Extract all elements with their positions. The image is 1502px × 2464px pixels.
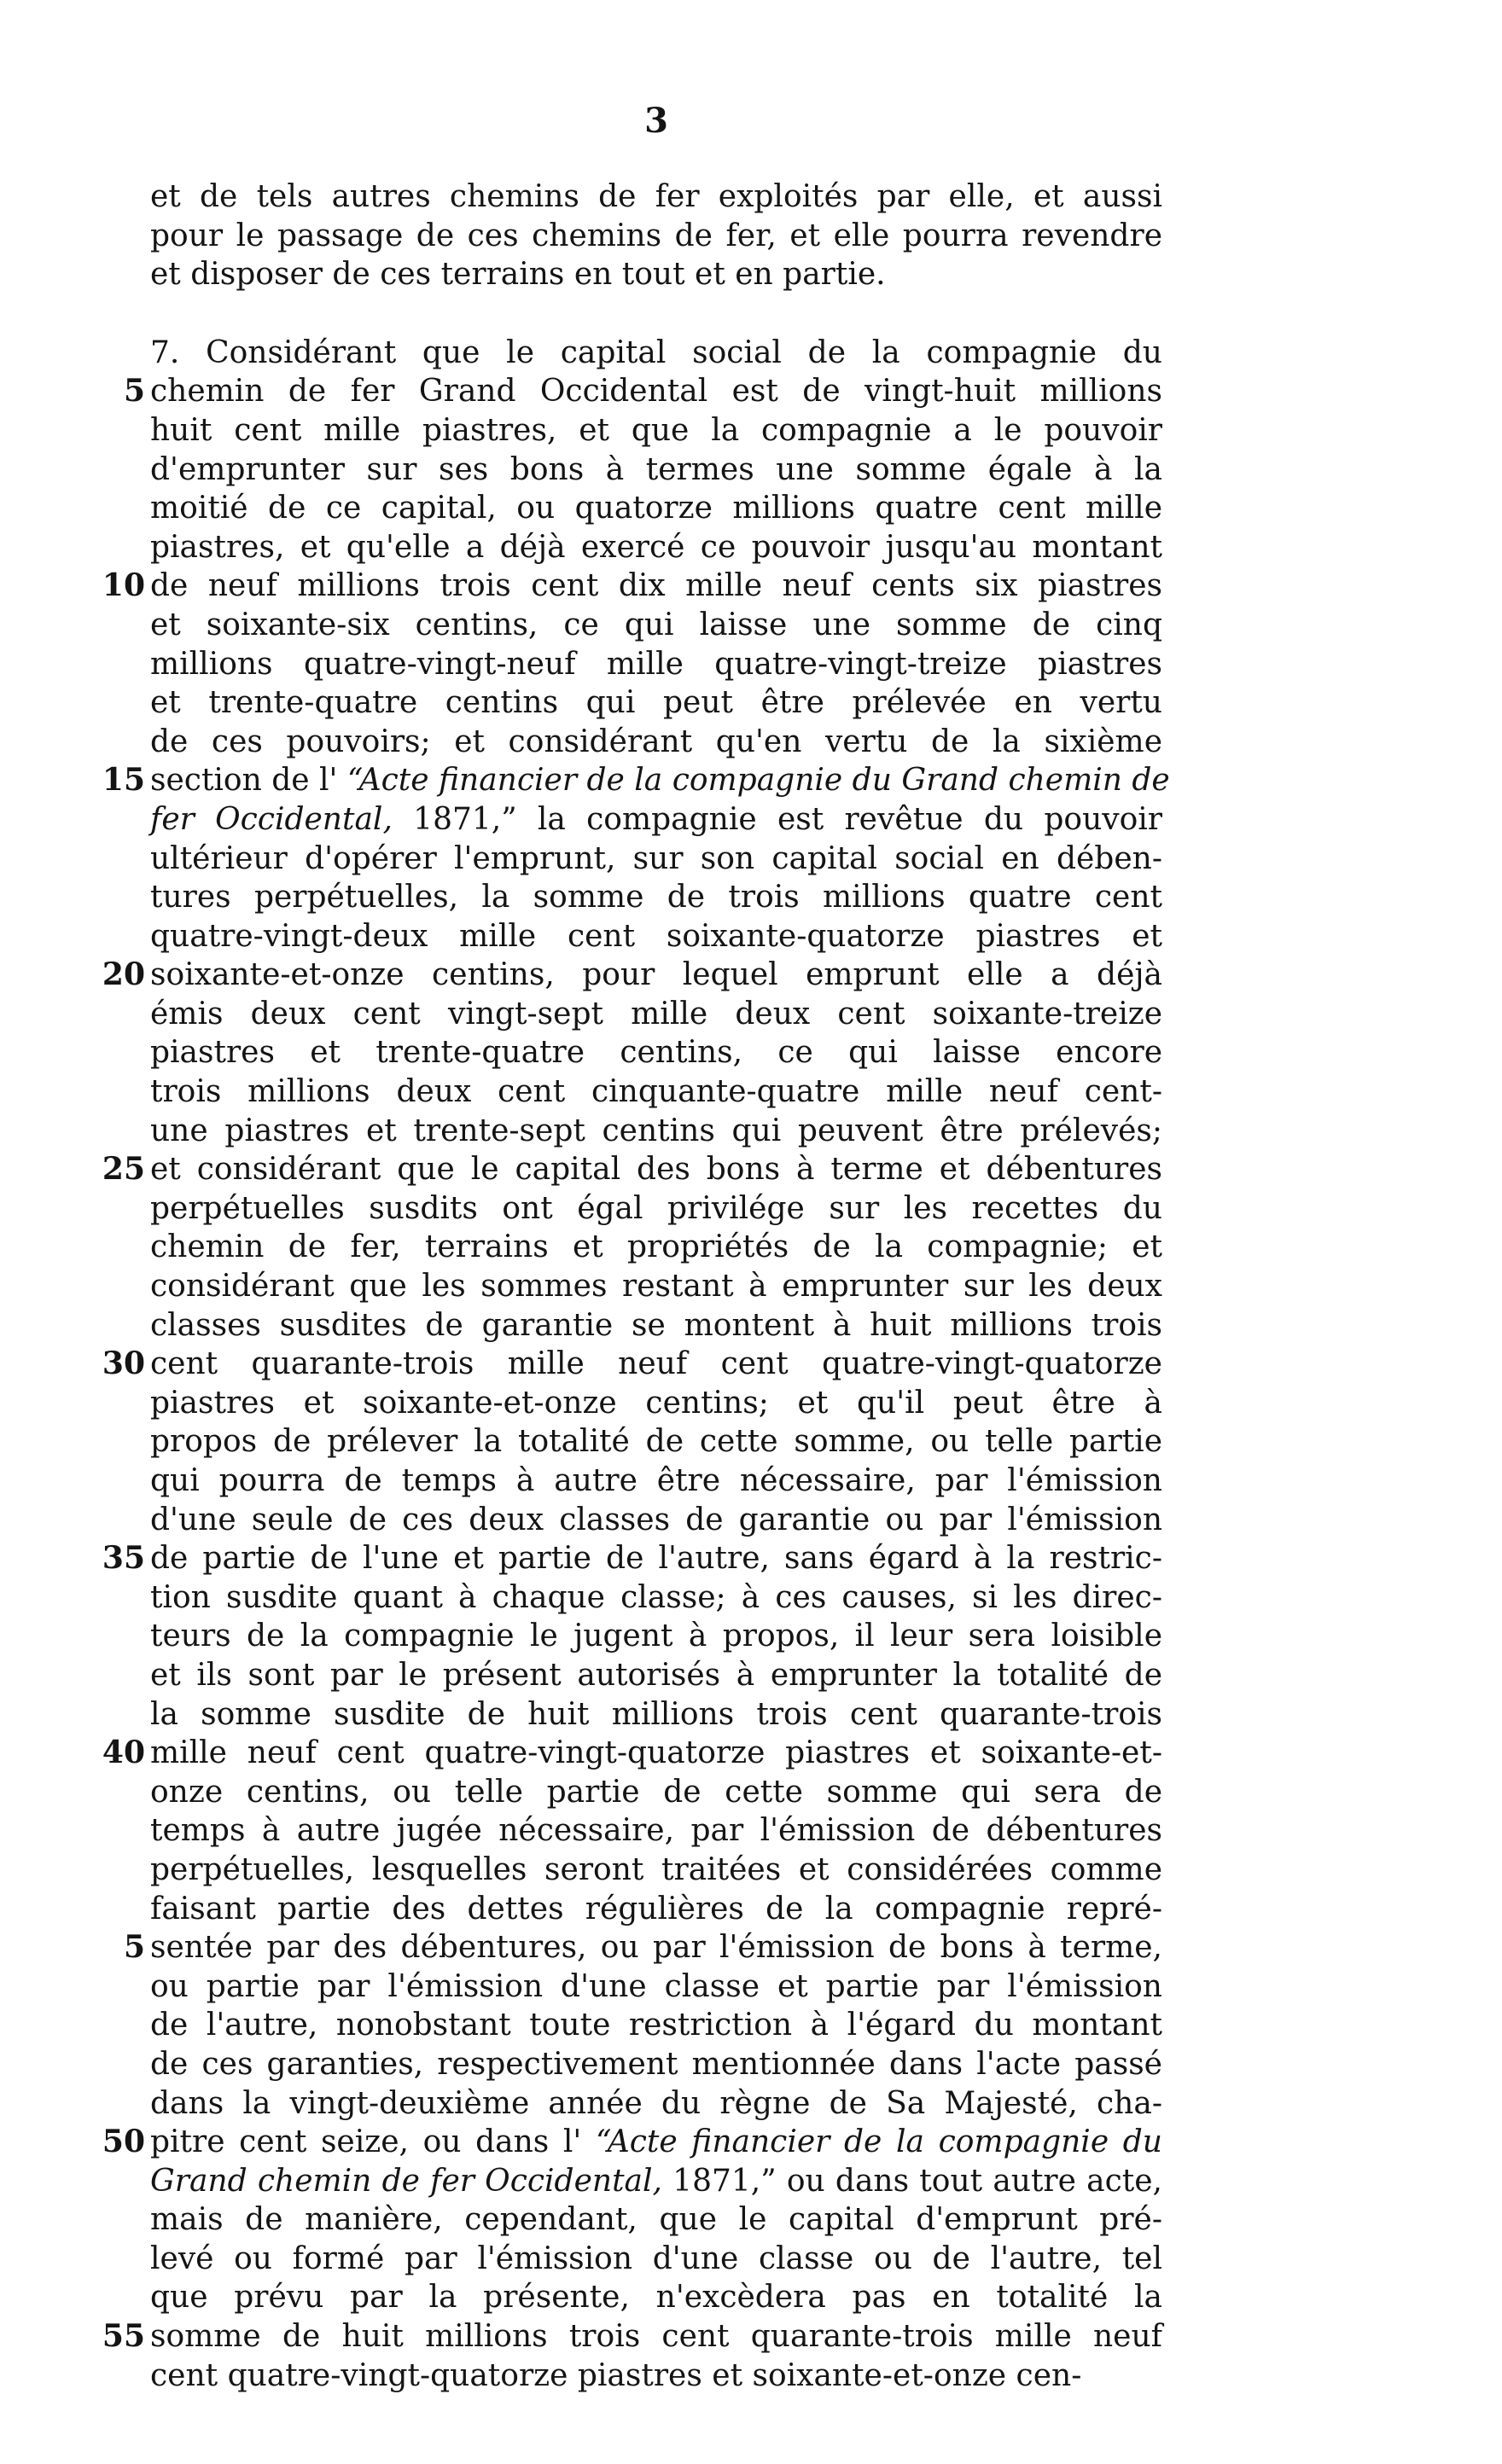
plain-text: dans la vingt-deuxième année du règne de Sa Majesté, cha- [150, 2085, 1162, 2121]
plain-text: temps à autre jugée nécessaire, par l'émission de débentures [150, 1813, 1162, 1849]
text-line [0, 878, 1502, 917]
line-number: 50 [102, 2124, 145, 2160]
plain-text: perpétuelles susdits ont égal privilége sur les recettes du [150, 1190, 1162, 1226]
text-line [0, 1501, 1502, 1540]
text-line [0, 1967, 1502, 2007]
plain-text: qui pourra de temps à autre être nécessaire, par l'émission [150, 1463, 1162, 1498]
plain-text: chemin de fer Grand Occidental est de vingt-huit millions [150, 374, 1162, 410]
text-line [0, 528, 1502, 567]
text-line [0, 2240, 1502, 2279]
text-line [0, 1189, 1502, 1229]
text-line [0, 2006, 1502, 2045]
plain-text: chemin de fer, terrains et propriétés de la compagnie; et [150, 1229, 1162, 1265]
text-line [0, 1734, 1502, 1773]
text-line [0, 255, 1502, 294]
text-line [0, 956, 1502, 995]
text-line [0, 840, 1502, 879]
plain-text: huit cent mille piastres, et que la compagnie a le pouvoir [150, 412, 1162, 448]
plain-text: ultérieur d'opérer l'emprunt, sur son capital social en dében- [150, 840, 1162, 876]
text-line [0, 2123, 1502, 2162]
italic-title-text: “Acte financier de la compagnie du Grand chemin de [346, 763, 1170, 799]
plain-text: et trente-quatre centins qui peut être prélevée en vertu [150, 685, 1162, 721]
italic-title-text: “Acte financier de la compagnie du [595, 2124, 1162, 2160]
plain-text: piastres et trente-quatre centins, ce qui laisse encore [150, 1035, 1162, 1071]
text-line [0, 723, 1502, 762]
line-text [150, 917, 1162, 956]
line-text [150, 2240, 1162, 2279]
text-line [0, 683, 1502, 723]
text-line [0, 1539, 1502, 1578]
plain-text: moitié de ce capital, ou quatorze millions quatre cent mille [150, 491, 1162, 526]
plain-text: 7. Considérant que le capital social de la compagnie du [150, 334, 1162, 370]
line-text [150, 761, 1170, 800]
text-line [0, 489, 1502, 528]
line-text [150, 1851, 1162, 1890]
text-line [0, 450, 1502, 490]
line-number: 35 [102, 1540, 145, 1577]
plain-text: pour le passage de ces chemins de fer, et elle pourra revendre [150, 218, 1162, 253]
text-line [0, 334, 1502, 373]
line-number: 10 [102, 567, 145, 604]
text-line [0, 567, 1502, 606]
plain-text: propos de prélever la totalité de cette somme, ou telle partie [150, 1424, 1162, 1460]
line-text [150, 1890, 1162, 1929]
line-text [150, 1734, 1162, 1773]
line-text [150, 606, 1162, 645]
plain-text: tures perpétuelles, la somme de trois millions quatre cent [150, 880, 1162, 915]
line-text [150, 1267, 1162, 1306]
line-text [150, 2123, 1162, 2162]
line-text [150, 255, 1162, 294]
line-number: 55 [102, 2318, 145, 2355]
plain-text: quatre-vingt-deux mille cent soixante-quatorze piastres et [150, 918, 1162, 954]
line-text [150, 1150, 1162, 1189]
text-line [0, 1150, 1502, 1189]
text-line [0, 217, 1502, 256]
plain-text: perpétuelles, lesquelles seront traitées et considérées comme [150, 1851, 1162, 1887]
line-text [150, 1422, 1162, 1462]
line-text [150, 1967, 1162, 2007]
text-line [0, 1773, 1502, 1812]
line-text [150, 2356, 1162, 2396]
line-text [150, 450, 1162, 490]
text-line [0, 372, 1502, 411]
text-line [0, 1851, 1502, 1890]
line-text [150, 1578, 1162, 1618]
text-line [0, 2356, 1502, 2396]
line-text [150, 2045, 1162, 2084]
plain-text: de partie de l'une et partie de l'autre, sans égard à la restric- [150, 1541, 1162, 1577]
text-line [0, 1656, 1502, 1695]
line-text [150, 1811, 1162, 1851]
text-line [0, 2162, 1502, 2201]
line-text [150, 2200, 1162, 2240]
plain-text: et de tels autres chemins de fer exploités par elle, et aussi [150, 179, 1162, 214]
line-text [150, 217, 1162, 256]
line-number: 40 [102, 1735, 145, 1771]
line-text [150, 2006, 1162, 2045]
line-number: 5 [123, 1929, 145, 1966]
plain-text: et disposer de ces terrains en tout et en partie. [150, 257, 886, 293]
line-text [150, 1501, 1162, 1540]
page-number: 3 [644, 101, 668, 141]
line-text [150, 2084, 1162, 2124]
text-line [0, 606, 1502, 645]
plain-text: somme de huit millions trois cent quarante-trois mille neuf [150, 2319, 1162, 2355]
line-text [150, 1228, 1162, 1267]
line-text [150, 723, 1162, 762]
text-line [0, 1384, 1502, 1423]
text-line [0, 2045, 1502, 2084]
text-line [0, 177, 1502, 217]
line-text [150, 177, 1162, 217]
plain-text: mille neuf cent quatre-vingt-quatorze piastres et soixante-et- [150, 1735, 1162, 1771]
plain-text: de ces pouvoirs; et considérant qu'en vertu de la sixième [150, 724, 1162, 759]
plain-text: de neuf millions trois cent dix mille neuf cents six piastres [150, 568, 1162, 604]
text-line [0, 1072, 1502, 1112]
text-line [0, 2200, 1502, 2240]
text-line [0, 1617, 1502, 1656]
plain-text: classes susdites de garantie se montent à huit millions trois [150, 1307, 1162, 1343]
plain-text: mais de manière, cependant, que le capital d'emprunt pré- [150, 2202, 1162, 2238]
text-line [0, 2084, 1502, 2124]
plain-text: d'une seule de ces deux classes de garantie ou par l'émission [150, 1502, 1162, 1537]
plain-text: cent quarante-trois mille neuf cent quatre-vingt-quatorze [150, 1346, 1162, 1382]
line-text [150, 1773, 1162, 1812]
line-text [150, 840, 1162, 879]
text-line [0, 761, 1502, 800]
text-line [0, 1890, 1502, 1929]
text-line [0, 917, 1502, 956]
text-line [0, 1228, 1502, 1267]
text-line [0, 1695, 1502, 1735]
line-text [150, 878, 1162, 917]
text-line [0, 645, 1502, 684]
text-line [0, 1112, 1502, 1151]
line-text [150, 683, 1162, 723]
plain-text: ou partie par l'émission d'une classe et partie par l'émission [150, 1968, 1162, 2004]
line-text [150, 1928, 1162, 1967]
line-number: 25 [102, 1151, 145, 1188]
line-text [150, 489, 1162, 528]
text-line [0, 1462, 1502, 1501]
line-text [150, 645, 1162, 684]
line-text [150, 411, 1162, 450]
plain-text: et considérant que le capital des bons à terme et débentures [150, 1152, 1162, 1188]
line-text [150, 2162, 1162, 2201]
line-text [150, 567, 1162, 606]
text-line [0, 1928, 1502, 1967]
text-line [0, 1422, 1502, 1462]
plain-text: section de l' [150, 763, 347, 799]
text-line [0, 2317, 1502, 2356]
line-number: 30 [102, 1345, 145, 1382]
plain-text: tion susdite quant à chaque classe; à ces causes, si les direc- [150, 1579, 1162, 1615]
plain-text: de l'autre, nonobstant toute restriction à l'égard du montant [150, 2008, 1162, 2043]
line-text [150, 1695, 1162, 1735]
plain-text: 1871,” ou dans tout autre acte, [661, 2163, 1162, 2199]
body-text [0, 177, 1502, 2395]
line-text [150, 1112, 1162, 1151]
text-line [0, 1578, 1502, 1618]
line-text [150, 956, 1162, 995]
plain-text: levé ou formé par l'émission d'une classe ou de l'autre, tel [150, 2240, 1162, 2276]
plain-text: cent quatre-vingt-quatorze piastres et soixante-et-onze cen- [150, 2357, 1082, 2393]
line-text [150, 1189, 1162, 1229]
plain-text: soixante-et-onze centins, pour lequel emprunt elle a déjà [150, 957, 1162, 993]
line-text [150, 2317, 1162, 2356]
plain-text: sentée par des débentures, ou par l'émission de bons à terme, [150, 1930, 1162, 1966]
line-text [150, 800, 1162, 840]
line-text [150, 1384, 1162, 1423]
text-line [0, 2278, 1502, 2317]
line-text [150, 1539, 1162, 1578]
plain-text: de ces garanties, respectivement mentionnée dans l'acte passé [150, 2046, 1162, 2082]
text-line [0, 1345, 1502, 1384]
plain-text: teurs de la compagnie le jugent à propos, il leur sera loisible [150, 1618, 1162, 1654]
line-number: 15 [102, 762, 145, 799]
line-number: 5 [123, 373, 145, 410]
plain-text: onze centins, ou telle partie de cette somme qui sera de [150, 1774, 1162, 1810]
text-line [0, 995, 1502, 1034]
line-text [150, 528, 1162, 567]
plain-text: pitre cent seize, ou dans l' [150, 2124, 596, 2160]
text-line [0, 1267, 1502, 1306]
line-text [150, 1306, 1162, 1345]
text-line [0, 1033, 1502, 1072]
plain-text: trois millions deux cent cinquante-quatre mille neuf cent- [150, 1074, 1162, 1110]
text-line [0, 411, 1502, 450]
plain-text: 1871,” la compagnie est revêtue du pouvoir [392, 801, 1162, 837]
line-text [150, 1072, 1162, 1112]
plain-text: faisant partie des dettes régulières de la compagnie repré- [150, 1891, 1162, 1926]
text-line [0, 1811, 1502, 1851]
line-text [150, 1656, 1162, 1695]
line-text [150, 1033, 1162, 1072]
line-number: 20 [102, 956, 145, 993]
italic-title-text: Grand chemin de fer Occidental, [150, 2163, 662, 2199]
text-line [0, 800, 1502, 840]
line-text [150, 1345, 1162, 1384]
plain-text: piastres et soixante-et-onze centins; et qu'il peut être à [150, 1385, 1162, 1421]
line-text [150, 2278, 1162, 2317]
plain-text: d'emprunter sur ses bons à termes une somme égale à la [150, 451, 1162, 487]
plain-text: émis deux cent vingt-sept mille deux cent soixante-treize [150, 996, 1162, 1032]
line-text [150, 334, 1162, 373]
italic-title-text: fer Occidental, [150, 801, 393, 837]
plain-text: considérant que les sommes restant à emprunter sur les deux [150, 1269, 1162, 1305]
plain-text: piastres, et qu'elle a déjà exercé ce pouvoir jusqu'au montant [150, 529, 1162, 565]
plain-text: millions quatre-vingt-neuf mille quatre-vingt-treize piastres [150, 646, 1162, 682]
line-text [150, 995, 1162, 1034]
line-text [150, 1617, 1162, 1656]
plain-text: que prévu par la présente, n'excèdera pas en totalité la [150, 2280, 1162, 2316]
line-text [150, 1462, 1162, 1501]
plain-text: et ils sont par le présent autorisés à emprunter la totalité de [150, 1657, 1162, 1693]
plain-text: et soixante-six centins, ce qui laisse une somme de cinq [150, 607, 1162, 642]
text-line [0, 1306, 1502, 1345]
plain-text: la somme susdite de huit millions trois cent quarante-trois [150, 1696, 1162, 1732]
line-text [150, 372, 1162, 411]
plain-text: une piastres et trente-sept centins qui peuvent être prélevés; [150, 1113, 1162, 1148]
